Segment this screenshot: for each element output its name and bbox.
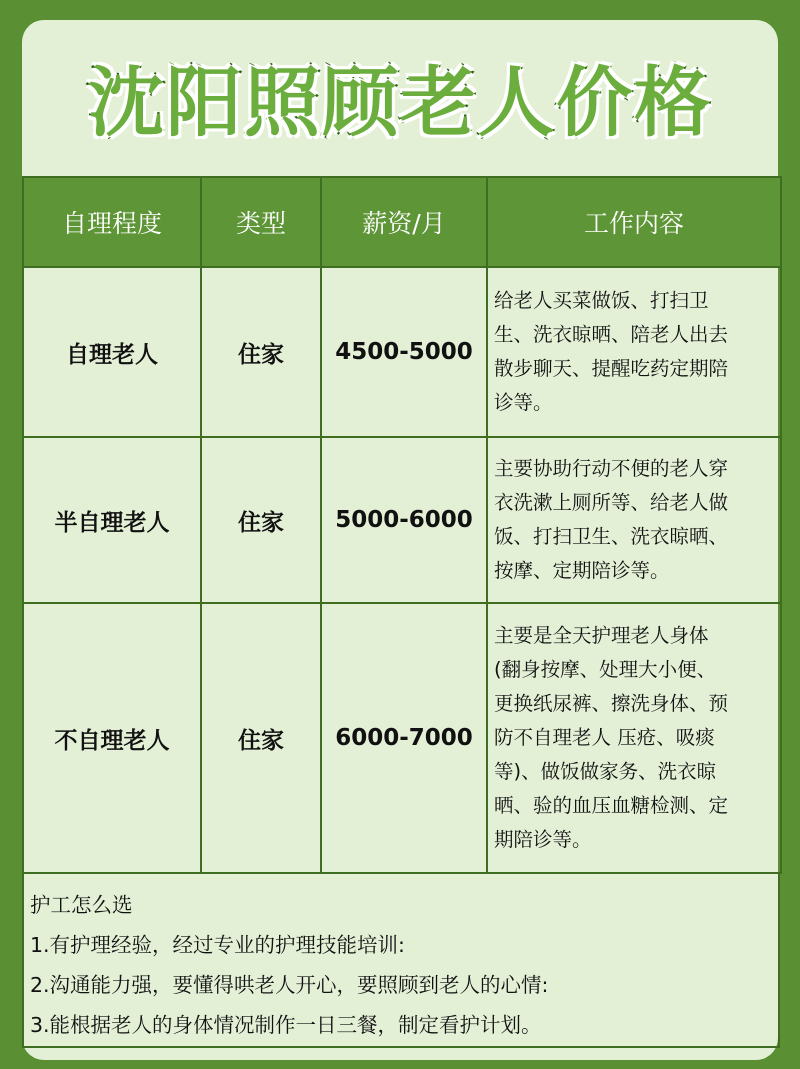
content-line: 期陪诊等。 — [494, 828, 592, 851]
salary-cell: 6000-7000 — [321, 603, 487, 873]
content-line: 散步聊天、提醒吃药定期陪 — [494, 357, 729, 380]
content-line: 晒、验的血压血糖检测、定 — [494, 794, 729, 817]
type-cell: 住家 — [201, 603, 321, 873]
content-line: 衣洗漱上厕所等、给老人做 — [494, 491, 729, 514]
type-cell: 住家 — [201, 437, 321, 603]
table-row — [23, 267, 781, 437]
content-line: 饭、打扫卫生、洗衣晾晒、 — [494, 525, 729, 548]
level-cell: 不自理老人 — [23, 603, 201, 873]
table-header-row — [23, 177, 781, 267]
content-cell — [487, 437, 781, 603]
price-table — [22, 176, 782, 874]
content-line: 诊等。 — [494, 391, 553, 414]
level-cell: 半自理老人 — [23, 437, 201, 603]
selection-notes — [22, 872, 780, 1048]
notes-heading: 护工怎么选 — [30, 893, 133, 917]
page-title: 沈阳照顾老人价格 — [88, 58, 712, 147]
content-line: (翻身按摩、处理大小便、 — [494, 658, 717, 681]
header-level: 自理程度 — [23, 177, 201, 267]
notes-item: 2.沟通能力强，要懂得哄老人开心，要照顾到老人的心情: — [30, 973, 549, 997]
content-line: 防不自理老人 压疮、吸痰 — [494, 726, 715, 749]
content-line: 给老人买菜做饭、打扫卫 — [494, 289, 709, 312]
content-line: 按摩、定期陪诊等。 — [494, 559, 670, 582]
level-cell: 自理老人 — [23, 267, 201, 437]
salary-cell: 4500-5000 — [321, 267, 487, 437]
salary-cell: 5000-6000 — [321, 437, 487, 603]
content-cell — [487, 267, 781, 437]
type-cell: 住家 — [201, 267, 321, 437]
header-salary: 薪资/月 — [321, 177, 487, 267]
content-line: 主要协助行动不便的老人穿 — [494, 457, 729, 480]
content-line: 等)、做饭做家务、洗衣晾 — [494, 760, 717, 783]
content-line: 更换纸尿裤、擦洗身体、预 — [494, 692, 729, 715]
header-type: 类型 — [201, 177, 321, 267]
content-cell — [487, 603, 781, 873]
notes-item: 1.有护理经验，经过专业的护理技能培训: — [30, 933, 405, 957]
content-line: 生、洗衣晾晒、陪老人出去 — [494, 323, 729, 346]
header-content: 工作内容 — [487, 177, 781, 267]
table-row — [23, 437, 781, 603]
table-row — [23, 603, 781, 873]
content-line: 主要是全天护理老人身体 — [494, 624, 709, 647]
notes-item: 3.能根据老人的身体情况制作一日三餐，制定看护计划。 — [30, 1013, 542, 1037]
